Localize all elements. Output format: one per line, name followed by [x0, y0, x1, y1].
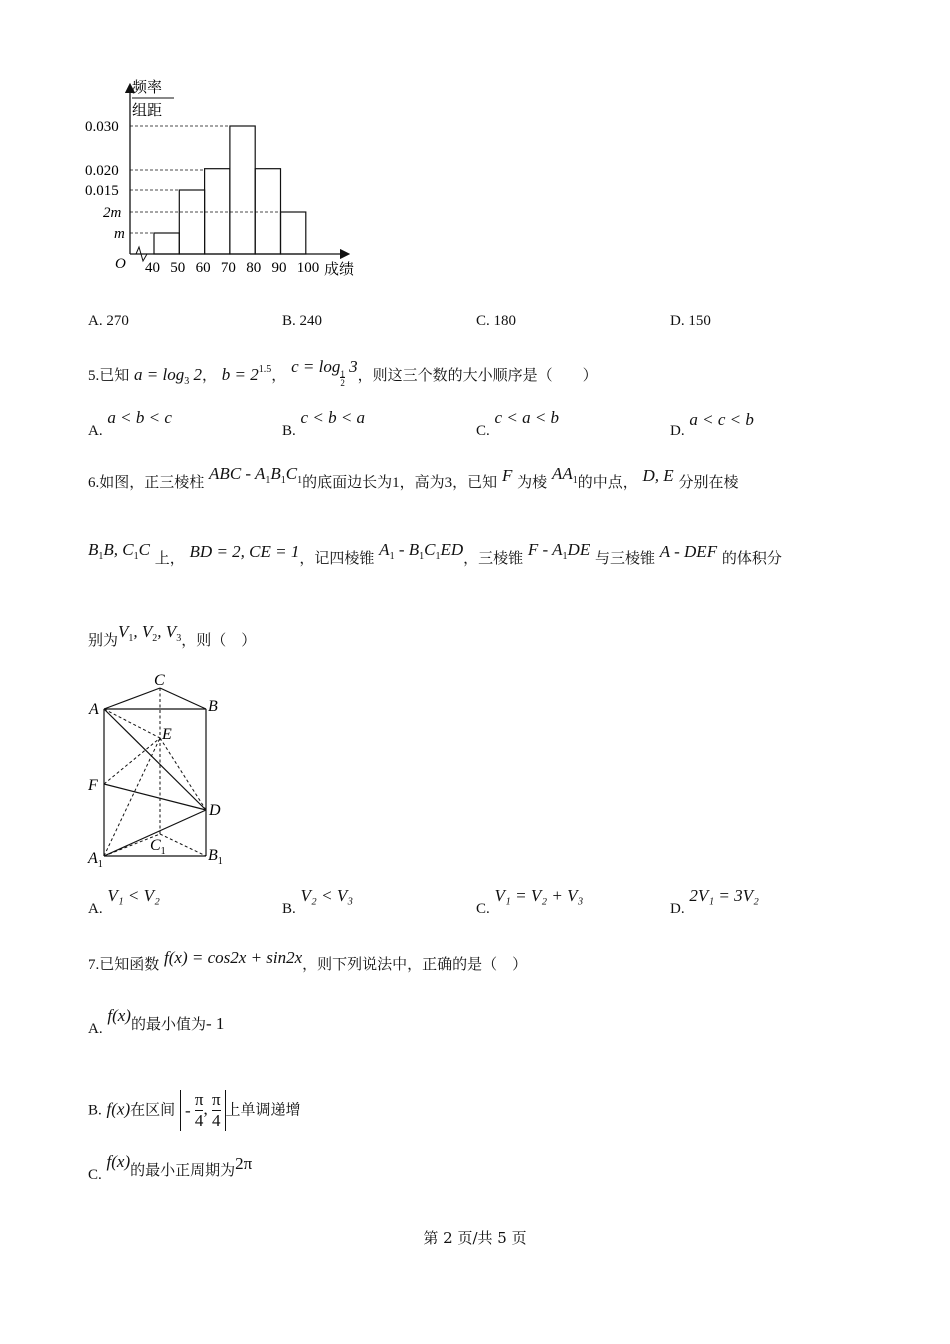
xtick-60: 60 — [195, 260, 211, 276]
histogram-bar-70-80 — [230, 126, 255, 254]
q5-option-b[interactable] — [282, 408, 366, 439]
histogram-bar-50-60 — [179, 190, 204, 254]
q7-option-a-letter: A. — [88, 1021, 103, 1037]
q6-option-b[interactable] — [282, 886, 354, 917]
q7-option-c-value: 2π — [235, 1154, 253, 1173]
q5-option-c[interactable] — [476, 408, 560, 439]
q6-text-1d: ，已知 — [452, 473, 498, 491]
q5-option-b-text: c < b < a — [300, 408, 366, 427]
q7-option-a-value: - 1 — [205, 1014, 225, 1033]
xtick-90: 90 — [271, 260, 287, 276]
q6-text-1c: ，高为 — [399, 473, 445, 491]
q6-option-a-text: V₁ < V₂ — [107, 886, 160, 905]
q6-option-d-letter: D. — [670, 901, 685, 917]
q4-option-b[interactable] — [282, 313, 322, 330]
q5-c-expr: $c = \log\frac{1}{2} 3$ — [291, 357, 358, 388]
q7-stem — [88, 948, 528, 975]
q6-option-d-text: 2V₁ = 3V₂ — [689, 886, 759, 905]
q7-function: f(x) = cos2x + sin2x — [164, 948, 303, 967]
label-D: D — [209, 802, 221, 819]
xtick-100: 100 — [296, 260, 320, 276]
q6-text-1e: 为棱 — [517, 473, 548, 491]
q6-pyramid-2: F - $A_1DE$ — [527, 540, 591, 562]
label-C1: $C_1$ — [150, 837, 166, 857]
q7-option-b-fx: f(x) — [106, 1099, 131, 1119]
q6-line-2 — [88, 540, 782, 575]
q7-option-c-fx: f(x) — [106, 1152, 131, 1171]
q7-option-a-fx: f(x) — [107, 1006, 131, 1025]
q5-option-d[interactable] — [670, 410, 754, 439]
q5-option-b-letter: B. — [282, 423, 296, 439]
label-E: E — [162, 726, 172, 743]
q6-option-d[interactable] — [670, 886, 759, 917]
q4-option-c[interactable] — [476, 313, 516, 330]
xtick-40: 40 — [145, 260, 160, 276]
q4-option-a-letter: A. — [88, 313, 103, 329]
q6-option-a-letter: A. — [88, 901, 103, 917]
label-F: F — [88, 777, 98, 794]
q7-number: 7. — [88, 957, 100, 973]
q4-option-b-letter: B. — [282, 313, 296, 329]
y-title-top: 频率 — [132, 80, 163, 96]
histogram-bar-80-90 — [255, 169, 280, 254]
q6-pyramid-3: A - DEF — [659, 542, 718, 561]
q6-bd-ce: BD = 2, CE = 1 — [189, 542, 300, 561]
q7-option-c[interactable] — [88, 1152, 253, 1183]
q4-option-a-text: 270 — [106, 313, 129, 329]
label-B: B — [208, 698, 218, 715]
x-title: 成绩 — [324, 262, 355, 278]
q5-stem — [88, 357, 598, 396]
y-title-bottom: 组距 — [132, 103, 163, 119]
q5-number: 5. — [88, 368, 100, 384]
q4-option-a[interactable] — [88, 313, 129, 330]
q5-option-d-letter: D. — [670, 423, 685, 439]
q5-text-2: ， — [202, 366, 218, 384]
q7-option-b-text-1: 在区间 — [130, 1100, 176, 1119]
q5-text-4: ，则这三个数的大小顺序是（ ） — [357, 366, 598, 384]
q4-option-c-text: 180 — [493, 313, 517, 329]
histogram-bar-40-50 — [154, 233, 179, 254]
q6-line-1 — [88, 464, 739, 499]
q5-text-1: 已知 — [99, 366, 130, 384]
q6-option-c-letter: C. — [476, 901, 490, 917]
q6-number: 6. — [88, 475, 100, 491]
q7-option-c-text: 的最小正周期为 — [130, 1161, 236, 1179]
prism-figure — [82, 670, 232, 870]
label-A1: $A_1$ — [88, 850, 103, 870]
q7-option-a[interactable] — [88, 1006, 225, 1037]
q6-text-2a: 上， — [154, 549, 185, 567]
q6-height: 3 — [444, 475, 453, 491]
q6-option-c-text: V₁ = V₂ + V₃ — [494, 886, 584, 905]
q7-option-b-interval: - π 4 , π 4 — [180, 1090, 226, 1131]
q5-option-d-text: a < c < b — [689, 410, 754, 429]
q6-text-2d: 与三棱锥 — [595, 549, 656, 567]
q6-text-1f: 的中点， — [577, 473, 638, 491]
q6-option-c[interactable] — [476, 886, 584, 917]
q6-F: F — [501, 466, 513, 485]
q6-AA1: $AA_1$ — [551, 464, 578, 486]
ytick-m: m — [114, 226, 125, 242]
histogram-bar-90-100 — [281, 212, 306, 254]
q5-b-expr: $b = 2^{1.5}$ — [221, 364, 272, 384]
q6-text-2f: 的体积分 — [721, 549, 782, 567]
label-B1: $B_1$ — [208, 847, 223, 867]
q7-text-2: ，则下列说法中，正确的是（ ） — [302, 955, 528, 973]
q6-text-2b: ，记四棱锥 — [299, 549, 375, 567]
q6-text-1b: 的底面边长为 — [302, 473, 393, 491]
q5-option-a-text: a < b < c — [107, 408, 172, 427]
q7-option-c-letter: C. — [88, 1167, 102, 1183]
ytick-015: 0.015 — [85, 183, 119, 199]
q5-text-3: ， — [271, 366, 287, 384]
label-C: C — [154, 672, 165, 689]
q6-text-3b: ，则（ ） — [181, 631, 257, 649]
frequency-histogram — [80, 72, 380, 287]
label-A: A — [89, 701, 99, 718]
q6-side: 1 — [392, 475, 400, 491]
q6-pyramid-1: $A_1 - B_1C_1ED$ — [379, 540, 464, 562]
q6-text-2c: ，三棱锥 — [463, 549, 524, 567]
q7-text-1: 已知函数 — [99, 955, 160, 973]
q6-volumes: $V_1$, $V_2$, $V_3$ — [118, 622, 182, 644]
ytick-020: 0.020 — [85, 163, 119, 179]
origin-label: O — [115, 256, 126, 272]
q7-option-b[interactable] — [88, 1090, 301, 1131]
q6-text-3a: 别为 — [88, 631, 119, 649]
ytick-2m: 2m — [103, 205, 122, 221]
q5-option-c-letter: C. — [476, 423, 490, 439]
q6-prism-expr: ABC - $A_1B_1C_1$ — [209, 464, 303, 486]
xtick-70: 70 — [220, 260, 236, 276]
q4-option-b-text: 240 — [299, 313, 323, 329]
q4-option-d-text: 150 — [688, 313, 711, 329]
q6-text-1g: 分别在棱 — [678, 473, 739, 491]
q5-option-c-text: c < a < b — [494, 408, 560, 427]
ytick-030: 0.030 — [85, 119, 119, 135]
q5-a-expr: $a = \log_3 2$ — [134, 365, 202, 387]
q7-option-b-text-2: 上单调递增 — [225, 1100, 301, 1119]
q6-line-3 — [88, 622, 257, 657]
q6-option-a[interactable] — [88, 886, 160, 917]
q6-option-b-text: V₂ < V₃ — [300, 886, 354, 905]
q6-option-b-letter: B. — [282, 901, 296, 917]
q5-option-a[interactable] — [88, 408, 172, 439]
q6-edges: $B_1B$, $C_1C$ — [88, 540, 150, 562]
q7-option-a-text: 的最小值为 — [130, 1015, 206, 1033]
q4-option-c-letter: C. — [476, 313, 490, 329]
q7-option-b-letter: B. — [88, 1102, 102, 1119]
q4-option-d[interactable] — [670, 313, 711, 330]
q5-option-a-letter: A. — [88, 423, 103, 439]
q6-DE: D, E — [642, 466, 674, 485]
xtick-80: 80 — [246, 260, 262, 276]
xtick-50: 50 — [170, 260, 186, 276]
q6-text-1a: 如图，正三棱柱 — [99, 473, 205, 491]
page-footer: 第 2 页/共 5 页 — [423, 1229, 527, 1247]
histogram-bar-60-70 — [205, 169, 230, 254]
q4-option-d-letter: D. — [670, 313, 685, 329]
